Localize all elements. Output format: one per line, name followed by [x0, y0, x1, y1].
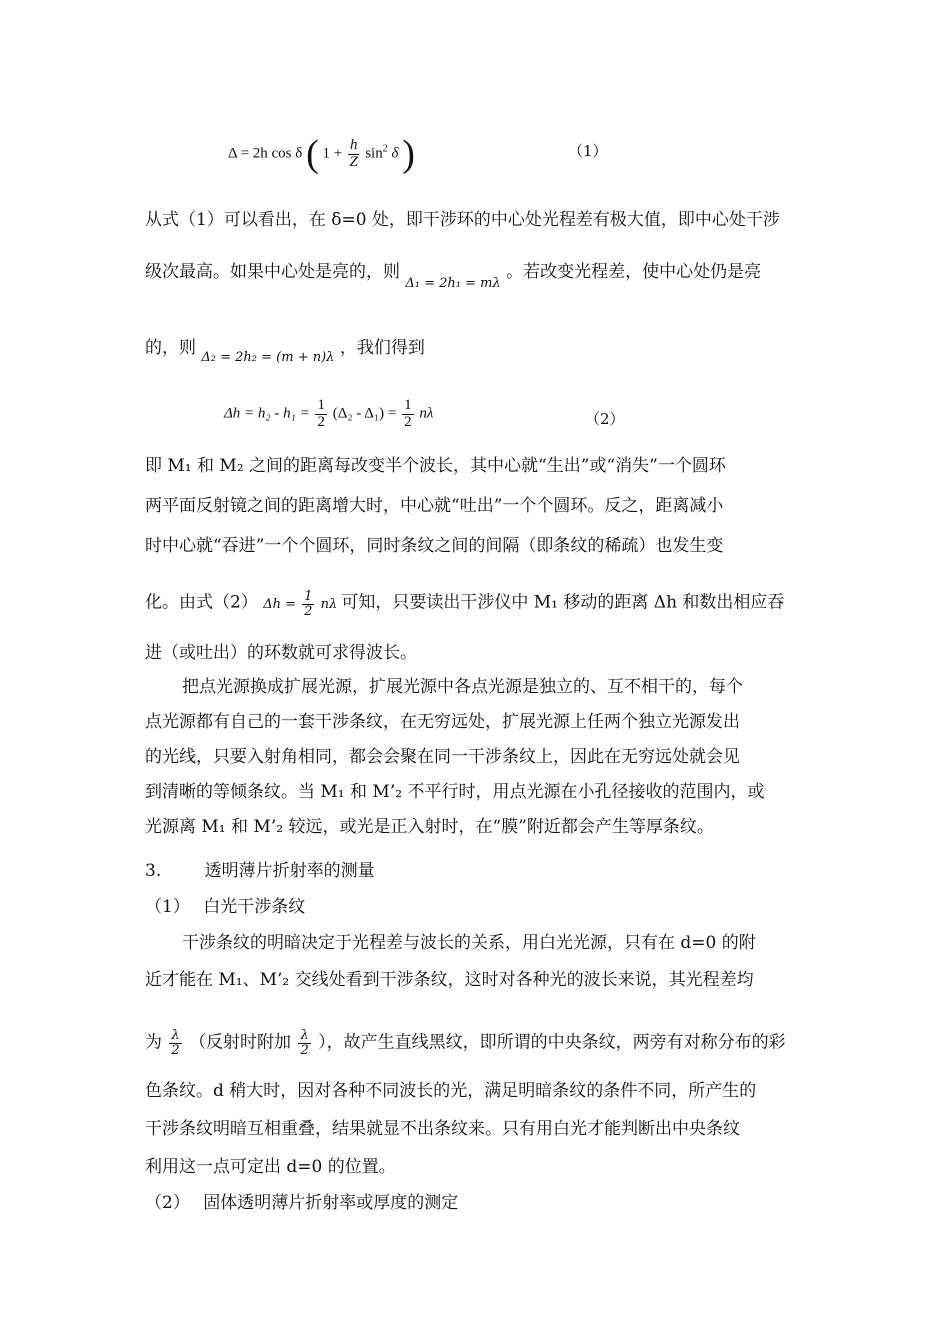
p4-line6: 利用这一点可定出 d=0 的位置。	[145, 1157, 396, 1177]
eq2-half-2	[402, 398, 414, 431]
subsection-2-title: 固体透明薄片折射率或厚度的测定	[203, 1193, 459, 1213]
p4-line4: 色条纹。d 稍大时，因对各种不同波长的光，满足明暗条纹的条件不同，所产生的	[145, 1081, 757, 1101]
p2-line3: 时中心就“吞进”一个个圆环，同时条纹之间的间隔（即条纹的稀疏）也发生变	[145, 536, 724, 556]
equation-1	[228, 133, 415, 176]
p1-line3-eq: Δ₂ = 2h₂ = (m + n)λ	[201, 350, 335, 365]
eq2-half-1	[315, 398, 327, 431]
eq2-half-1-den: 2	[317, 413, 325, 430]
p2-line5: 进（或吐出）的环数就可求得波长。	[145, 643, 417, 663]
p4-two-1: 2	[171, 1042, 180, 1058]
section-3-number: 3.	[145, 861, 162, 881]
p1-line3-a: 的，则	[145, 338, 196, 358]
p2-line4-eq	[263, 589, 341, 619]
p3-line3: 的光线，只要入射角相同，都会会聚在同一干涉条纹上，因此在无穷远处就会见	[145, 747, 740, 767]
p2-line4-half-den: 2	[304, 603, 313, 619]
eq1-sin: sin	[365, 145, 383, 162]
subsection-1-number: （1）	[145, 897, 190, 917]
eq1-fraction	[348, 138, 360, 171]
p1-line2-eq: Δ₁ = 2h₁ = mλ	[405, 276, 501, 291]
section-3-heading	[145, 863, 375, 880]
p3-line4: 到清晰的等倾条纹。当 M₁ 和 M’₂ 不平行时，用点光源在小孔径接收的范围内，或	[145, 782, 765, 802]
p2-line4-eq-lhs: Δh =	[263, 596, 297, 612]
p4-lambda-half-2	[298, 1029, 310, 1057]
equation-1-number: （1）	[568, 142, 608, 160]
p4-lambda-1: λ	[171, 1028, 180, 1043]
equation-2	[224, 398, 433, 431]
eq2-tail: nλ	[419, 405, 434, 422]
p4-line1: 干涉条纹的明暗决定于光程差与波长的关系，用白光光源，只有在 d=0 的附	[182, 933, 756, 953]
eq2-half-1-num: 1	[317, 397, 325, 413]
subsection-1-title: 白光干涉条纹	[203, 897, 306, 917]
p1-line2-b: 。若改变光程差，使中心处仍是亮	[506, 262, 762, 282]
p4-line2: 近才能在 M₁、M’₂ 交线处看到干涉条纹，这时对各种光的波长来说，其光程差均	[145, 970, 754, 990]
subsection-2-number: （2）	[145, 1193, 190, 1213]
eq2-half-2-den: 2	[404, 413, 412, 430]
p4-lambda-half-1	[169, 1029, 181, 1057]
p4-two-2: 2	[300, 1042, 309, 1058]
eq1-frac-den: Z	[349, 153, 358, 170]
p2-line4-eq-tail: nλ	[320, 596, 338, 612]
p2-line4	[145, 590, 784, 618]
section-3-title: 透明薄片折射率的测量	[204, 861, 375, 881]
eq1-frac-num: h	[349, 137, 358, 153]
subsection-2-heading	[145, 1195, 458, 1212]
eq2-half-2-num: 1	[404, 397, 412, 413]
equation-2-number: （2）	[585, 410, 625, 428]
p4-line5: 干涉条纹明暗互相重叠，结果就显不出条纹来。只有用白光才能判断出中央条纹	[145, 1119, 740, 1139]
eq1-power: 2	[382, 143, 388, 155]
eq1-right-paren: )	[402, 133, 415, 176]
p4-line3-b: （反射时附加	[189, 1032, 292, 1053]
subsection-1-heading	[145, 899, 305, 916]
eq2-lhs: Δh = h₂ - h₁ =	[224, 405, 310, 422]
eq1-lhs: Δ = 2h cos δ	[228, 145, 303, 162]
p1-line3-b: ，我们得到	[339, 338, 425, 358]
p4-line3-a: 为	[145, 1032, 162, 1053]
p2-line4-b: 可知，只要读出干涉仪中 M₁ 移动的距离 Δh 和数出相应吞	[341, 592, 785, 613]
p2-line2: 两平面反射镜之间的距离增大时，中心就“吐出”一个个圆环。反之，距离减小	[145, 496, 724, 516]
p2-line4-half-num: 1	[304, 589, 313, 604]
eq1-delta: δ	[391, 145, 399, 162]
p1-line2-a: 级次最高。如果中心处是亮的，则	[145, 262, 400, 282]
p3-line1: 把点光源换成扩展光源，扩展光源中各点光源是独立的、互不相干的，每个	[182, 677, 743, 697]
eq2-mid: (Δ₂ - Δ₁) =	[332, 405, 397, 422]
p1-line1: 从式（1）可以看出，在 δ=0 处，即干涉环的中心处光程差有极大值，即中心处干涉	[145, 210, 780, 230]
p3-line2: 点光源都有自己的一套干涉条纹，在无穷远处，扩展光源上任两个独立光源发出	[145, 712, 740, 732]
eq1-one-plus: 1 +	[322, 145, 343, 162]
p2-line1: 即 M₁ 和 M₂ 之间的距离每改变半个波长，其中心就“生出”或“消失”一个圆环	[145, 456, 726, 476]
p4-lambda-2: λ	[300, 1028, 309, 1043]
p2-line4-half	[302, 590, 314, 618]
p3-line5: 光源离 M₁ 和 M’₂ 较远，或光是正入射时，在“膜”附近都会产生等厚条纹。	[145, 817, 714, 837]
eq1-left-paren: (	[306, 133, 319, 176]
p2-line4-a: 化。由式（2）	[145, 592, 258, 613]
p4-line3-c: ），故产生直线黑纹，即所谓的中央条纹，两旁有对称分布的彩	[318, 1032, 786, 1053]
p4-line3	[145, 1029, 786, 1057]
